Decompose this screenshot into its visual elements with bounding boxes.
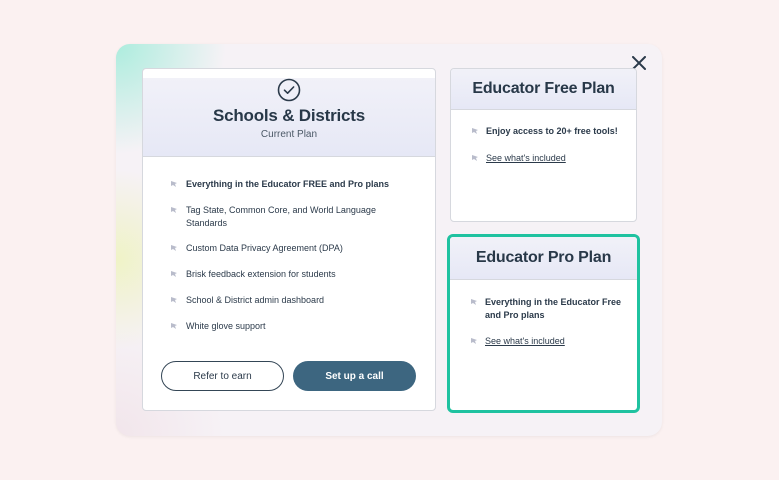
feature-item bbox=[450, 296, 637, 322]
sparkle-icon bbox=[170, 244, 178, 252]
feature-item bbox=[143, 242, 435, 255]
feature-item bbox=[450, 335, 637, 348]
sparkle-icon bbox=[170, 180, 178, 188]
sparkle-icon bbox=[471, 154, 479, 162]
pro-feature-list bbox=[450, 280, 637, 348]
feature-item bbox=[143, 178, 435, 191]
see-whats-included-link[interactable]: See what's included bbox=[485, 336, 565, 346]
set-up-call-button[interactable]: Set up a call bbox=[293, 361, 416, 391]
feature-text: White glove support bbox=[186, 321, 266, 331]
check-circle-icon bbox=[277, 78, 301, 102]
educator-free-card bbox=[450, 68, 637, 222]
feature-item bbox=[143, 320, 435, 333]
feature-text: School & District admin dashboard bbox=[186, 295, 325, 305]
pro-card-header bbox=[450, 237, 637, 280]
feature-item bbox=[451, 152, 636, 165]
feature-text: Everything in the Educator Free and Pro plans bbox=[485, 297, 622, 320]
current-plan-label: Current Plan bbox=[260, 129, 318, 140]
feature-text: Everything in the Educator FREE and Pro plans bbox=[186, 179, 390, 189]
feature-item bbox=[143, 294, 435, 307]
sparkle-icon bbox=[470, 337, 478, 345]
see-whats-included-link[interactable]: See what's included bbox=[486, 153, 566, 163]
sparkle-icon bbox=[470, 298, 478, 306]
sparkle-icon bbox=[170, 206, 178, 214]
free-card-header bbox=[451, 69, 636, 110]
schools-card-header bbox=[143, 78, 435, 157]
feature-text: Brisk feedback extension for students bbox=[186, 269, 336, 279]
schools-districts-card bbox=[142, 68, 436, 411]
sparkle-icon bbox=[170, 296, 178, 304]
sparkle-icon bbox=[471, 127, 479, 135]
schools-card-title: Schools & Districts bbox=[212, 106, 366, 125]
free-feature-list bbox=[451, 110, 636, 165]
feature-item bbox=[143, 204, 435, 230]
pro-card-title: Educator Pro Plan bbox=[475, 249, 612, 266]
feature-text: Enjoy access to 20+ free tools! bbox=[486, 126, 618, 136]
feature-item bbox=[451, 125, 636, 138]
schools-actions bbox=[161, 361, 417, 393]
free-card-title: Educator Free Plan bbox=[472, 80, 615, 97]
feature-text: Custom Data Privacy Agreement (DPA) bbox=[186, 243, 343, 253]
sparkle-icon bbox=[170, 270, 178, 278]
schools-feature-list bbox=[143, 157, 435, 333]
educator-pro-card[interactable] bbox=[447, 234, 640, 413]
refer-to-earn-button[interactable]: Refer to earn bbox=[161, 361, 284, 391]
feature-text: Tag State, Common Core, and World Language Standards bbox=[186, 205, 376, 228]
feature-item bbox=[143, 268, 435, 281]
plans-modal bbox=[116, 44, 662, 436]
sparkle-icon bbox=[170, 322, 178, 330]
